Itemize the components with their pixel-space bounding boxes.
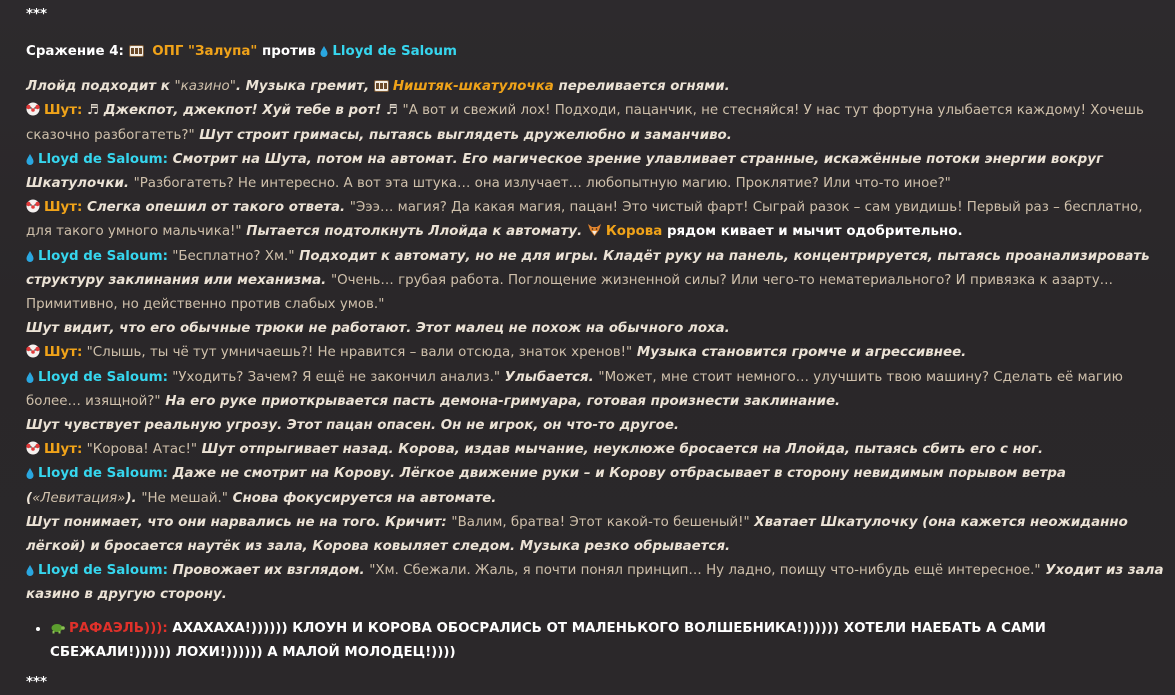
speaker-jester: Шут: [44,200,83,216]
opponent-name: Lloyd de Saloum [332,44,457,59]
separator: *** [26,7,48,22]
comment-item [50,617,1168,665]
water-drop-icon [26,372,34,383]
dialogue-line: Шут: "Слышь, ты чё тут умничаешь?! Не нравится – вали отсюда, знаток хренов!" Музыка становится громче и агрессивнее. [26,341,1168,365]
dialogue-line: Lloyd de Saloum: "Уходить? Зачем? Я ещё не закончил анализ." Улыбается. "Может, мне стоит немного… улучшить твою машину? Сделать её магию более… изящной?" На его руке приоткрывается пасть демона-гримуара, готовая произнести заклинание. [26,369,1123,409]
speaker-lloyd: Lloyd de Saloum: [38,151,168,167]
clown-face-icon [26,102,40,116]
narration-line: Шут видит, что его обычные трюки не работают. Этот малец не похож на обычного лоха. [26,321,730,337]
narration-line: Шут понимает, что они нарвались не на того. Кричит: "Валим, братва! Этот какой-то бешеный!" Хватает Шкатулочку (она кажется неожиданно лёгкой) и бросается наутёк из зала, Корова ковыляет следом. Музыка резко обрывается. [26,514,1128,555]
water-drop-icon [320,46,328,57]
slot-machine-icon [129,45,144,57]
cow-name: Корова [605,224,663,240]
separator: *** [26,675,48,691]
comment-author[interactable]: РАФАЭЛЬ))): [69,620,168,636]
speaker-lloyd: Lloyd de Saloum: [38,466,168,482]
narration-line: Ллойд подходит к "казино". Музыка гремит, Ништяк-шкатулочка переливается огнями. [26,79,730,95]
comment-list [26,617,1168,665]
battle-title [26,40,1168,64]
cow-face-icon [587,223,602,237]
dialogue-line: Lloyd de Saloum: Провожает их взглядом. "Хм. Сбежали. Жаль, я почти понял принцип… Ну ладно, поищу что-нибудь ещё интересное." Уходит из зала казино в другую сторону. [26,563,1164,603]
dialogue-line: Lloyd de Saloum: Смотрит на Шута, потом на автомат. Его магическое зрение улавливает странные, искажённые потоки энергии вокруг Шкатулочки. "Разбогатеть? Не интересно. А вот эта штука… она излучает… любопытную магию. Проклятие? Или что-то иное?" [26,151,1103,192]
speaker-lloyd: Lloyd de Saloum: [38,248,168,264]
dialogue-line: Шут: ♬ Джекпот, джекпот! Хуй тебе в рот! ♬ "А вот и свежий лох! Подходи, пацанчик, не стесняйся! У нас тут фортуна улыбается каждому! Хочешь сказочно разбогатеть?" Шут строит гримасы, пытаясь выглядеть дружелюбно и заманчиво. [26,103,1144,143]
clown-face-icon [26,199,40,213]
dialogue-line: Шут: "Корова! Атас!" Шут отпрыгивает назад. Корова, издав мычание, неуклюже бросается на Ллойда, пытаясь сбить его с ног. [26,438,1168,462]
water-drop-icon [26,154,34,165]
comment-text: АХАХАХА!)))))) КЛОУН И КОРОВА ОБОСРАЛИСЬ ОТ МАЛЕНЬКОГО ВОЛШЕБНИКА!)))))) ХОТЕЛИ НАЕБАТЬ А САМИ СБЕЖАЛИ!)))))) ЛОХИ!)))))) А МАЛОЙ МОЛОДЕЦ!)))) [50,620,1046,660]
clown-face-icon [26,344,40,358]
speaker-lloyd: Lloyd de Saloum: [38,369,168,385]
water-drop-icon [26,468,34,479]
team-tag: ОПГ [152,44,184,59]
versus-label: против [262,44,316,59]
speaker-jester: Шут: [44,442,83,458]
battle-number: Сражение 4: [26,44,124,59]
dialogue-line: Lloyd de Saloum: "Бесплатно? Хм." Подходит к автомату, но не для игры. Кладёт руку на панель, концентрируется, пытаясь проанализировать структуру заклинания или механизма. "Очень… грубая работа. Поглощение жизненной силы? Или чего-то нематериального? И привязка к азарту… Примитивно, но действенно против слабых умов." [26,248,1150,313]
narration-line: Шут чувствует реальную угрозу. Этот пацан опасен. Он не игрок, он что-то другое. [26,418,680,434]
speaker-jester: Шут: [44,345,83,361]
clown-face-icon [26,441,40,455]
dialogue-line: Шут: Слегка опешил от такого ответа. "Эээ… магия? Да какая магия, пацан! Это чистый фарт! Сыграй разок – сам увидишь! Первый раз – бесплатно, для такого умного мальчика!" Пытается подтолкнуть Ллойда к автомату. Корова рядом кивает и мычит одобрительно. [26,200,1143,240]
speaker-lloyd: Lloyd de Saloum: [38,563,168,579]
speaker-jester: Шут: [44,103,83,119]
dialogue-line: Lloyd de Saloum: Даже не смотрит на Корову. Лёгкое движение руки – и Корову отбрасывает в сторону невидимым порывом ветра («Левитация»). "Не мешай." Снова фокусируется на автомате. [26,466,1066,506]
battle-log [26,3,1168,695]
water-drop-icon [26,251,34,262]
team-name: "Залупа" [188,44,258,59]
turtle-icon [50,622,65,634]
water-drop-icon [26,565,34,576]
slot-machine-icon [374,80,389,92]
